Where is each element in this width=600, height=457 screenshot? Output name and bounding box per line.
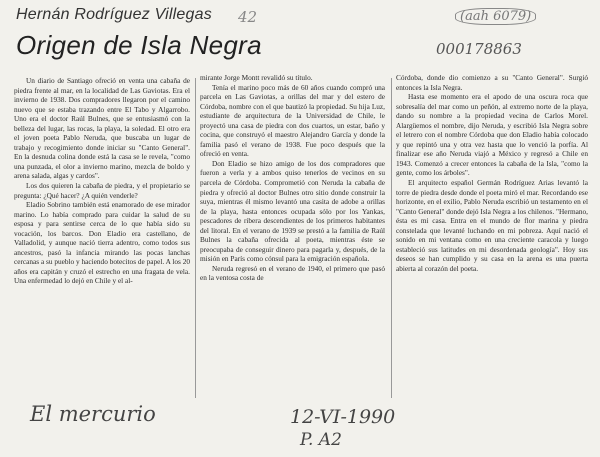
handwritten-source: El mercurio: [30, 402, 156, 426]
paragraph: mirante Jorge Montt revalidó su título.: [200, 73, 313, 82]
handwritten-margin-number: 42: [238, 8, 258, 26]
handwritten-page: P. A2: [300, 430, 342, 450]
handwritten-catalog-code: [455, 8, 536, 25]
paragraph: Eladio Sobrino también está enamorado de ese mirador marino. Lo había comprado para cuidar la salud de su esposa y para sentirse cerca de lo que había sido su vocación, los barcos. Don Eladio era castellano, de Valladolid, y aunque nació tierra adentro, como todos sus ancestros, pasó la infancia mirando las pocas lanchas cercanas a su pueblo y haciendo botecitos de papel. A los 20 años era capitán y cruzó el estrecho en una fragata de vela. Una enfermedad lo dejó en Chile y el al-: [14, 200, 190, 286]
handwritten-record-id: 000178863: [436, 40, 522, 58]
paragraph: Tenía el marino poco más de 60 años cuando compró una parcela en Las Gaviotas, a orillas del mar y del estero de Córdoba, nombre con el que bautizó la propiedad. Su hija Luz, estudiante de arquitectura de la Universidad de Chile, le proyectó una casa de piedra con dos cuartos, un estar, baño y cocina, que construyó el maestro Alejandro García y donde la familia pasó el verano de 1938. Fue poco después que la ofreció en venta.: [200, 82, 385, 159]
paragraph: Neruda regresó en el verano de 1940, el primero que pasó en la ventosa costa de: [200, 263, 385, 283]
column-divider: [195, 78, 196, 398]
article-column-1: [14, 76, 190, 286]
paragraph: Hasta ese momento era el apodo de una oscura roca que sobresalía del mar como un peñón, al extremo norte de la playa, dando su nombre a la propiedad vecina de Carlos Morel. Alargüemos el nombre, dijo Neruda, y escribió Isla Negra sobre el letrero con el nombre Córdoba que don Eladio había colocado y que repintó una y otra vez hasta que lo venció la porfía. Al finalizar ese año Neruda viajó a México y regresó a Chile en 1943. Comenzó a crecer entonces la cabaña de la Isla, "como la gente, como los árboles".: [396, 92, 588, 178]
article-title: Origen de Isla Negra: [16, 30, 262, 60]
column-divider: [391, 78, 392, 398]
article-author: Hernán Rodríguez Villegas: [16, 6, 212, 23]
paragraph: Don Eladio se hizo amigo de los dos compradores que fueron a verla y a ambos quiso tenerlos de vecinos en su parcela de Córdoba. Comprometió con Neruda la cabaña de piedra y ofreció al doctor Bulnes otro sitio donde construir la suya, mientras él mismo levantó una casita de adobe a orillas de la playa, hasta entonces ocupada sólo por los Yankas, pescadores de ribera descendientes de los primeros habitantes del litoral. En el verano de 1939 se prestó a la familia de Raúl Bulnes la cabaña ofrecida al poeta, mientras éste se preocupaba de conseguir dinero para pagarla y, después, de la misión en París como cónsul para la emigración española.: [200, 158, 385, 264]
paragraph: El arquitecto español Germán Rodríguez Arias levantó la torre de piedra desde donde el poeta miró el mar. Recordando ese horizonte, en el exilio, Pablo Neruda escribió un testamento en el "Canto General" donde dejó Isla Negra a los chilenos. "Hermano, ésta es mi casa. Entra en el mundo de flor marina y piedra constelada que levanté luchando en mi pobreza. Aquí nació el sonido en mi ventana como en una creciente caracola y luego estableció sus latitudes en mi desordenada geología". Hoy sus deseos se han cumplido y su casa en la arena es una puerta abierta al corazón del poeta.: [396, 178, 588, 273]
article-column-3: [396, 73, 588, 273]
article-column-2: [200, 73, 385, 283]
paragraph: Un diario de Santiago ofreció en venta una cabaña de piedra frente al mar, en la localidad de Las Gaviotas. Era el invierno de 1938. Dos compradores llegaron por el camino nuevo que se estaba trazando entre El Tabo y Algarrobo. Uno era el doctor Raúl Bulnes, que se entusiasmó con la belleza del lugar, las rocas, la playa, la soledad. El otro era el joven poeta Pablo Neruda, que buscaba un lugar de trabajo y recogimiento donde iniciar su "Canto General". En la desnuda colina donde está la casa se le revela, "como una punzada, el olor a invierno marino, mezcla de boldo y arena salada, algas y cardos".: [14, 76, 190, 181]
paragraph: Córdoba, donde dio comienzo a su "Canto General". Surgió entonces la Isla Negra.: [396, 73, 588, 92]
catalog-code-text: (aah 6079): [455, 8, 536, 25]
paragraph: Los dos quieren la cabaña de piedra, y el propietario se pregunta: ¿Qué hacer? ¿A quién venderle?: [14, 181, 190, 200]
handwritten-date: 12-VI-1990: [290, 406, 396, 428]
